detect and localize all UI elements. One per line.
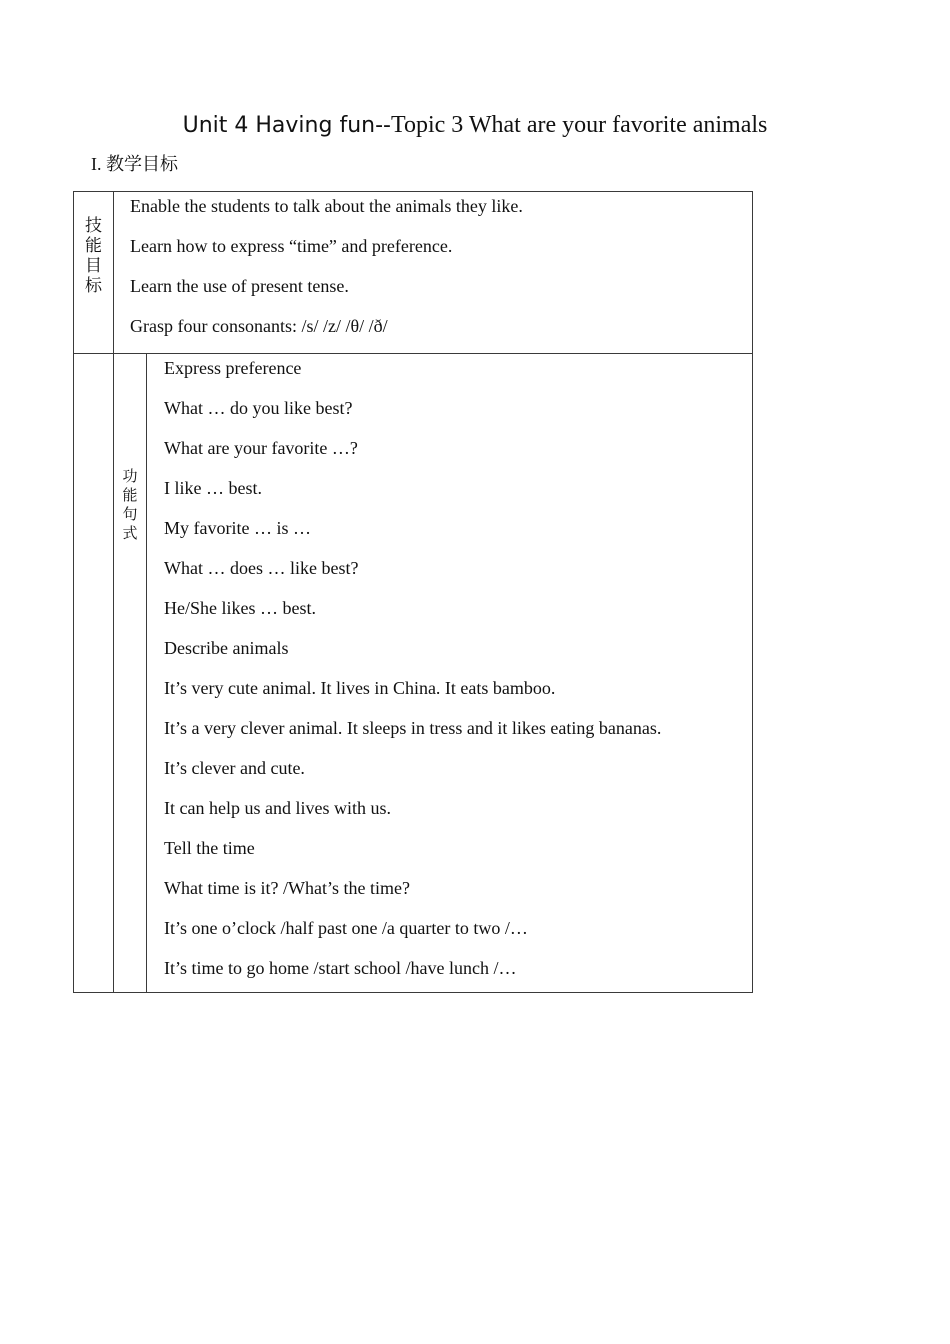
list-item: What time is it? /What’s the time? [164, 878, 410, 898]
title-unit: Unit 4 Having fun-- [182, 113, 391, 138]
title-topic: Topic 3 What are your favorite animals [390, 112, 768, 138]
label-char: 式 [122, 524, 138, 542]
list-item: It’s one o’clock /half past one /a quarter to two /… [164, 918, 528, 938]
list-item: It’s time to go home /start school /have lunch /… [164, 958, 517, 978]
function-sentences-label [114, 467, 146, 543]
list-item: Grasp four consonants: /s/ /z/ /θ/ /ð/ [130, 316, 388, 336]
list-item: Express preference [164, 358, 302, 378]
list-item: What are your favorite …? [164, 438, 358, 458]
label-char: 句 [122, 505, 138, 523]
list-item: It’s very cute animal. It lives in China. It eats bamboo. [164, 678, 556, 698]
section-heading: I. 教学目标 [91, 154, 178, 174]
skill-goals-label [74, 216, 113, 296]
function-sentences-list [164, 355, 661, 995]
column-divider [146, 354, 147, 992]
label-char: 能 [122, 486, 138, 504]
list-item: What … do you like best? [164, 398, 353, 418]
label-char: 功 [122, 467, 138, 485]
label-char: 技 [85, 216, 102, 236]
column-divider [113, 192, 114, 353]
list-item: Learn the use of present tense. [130, 276, 349, 296]
list-item: What … does … like best? [164, 558, 359, 578]
label-char: 能 [85, 236, 102, 256]
function-sentences-row [73, 353, 753, 993]
list-item: He/She likes … best. [164, 598, 316, 618]
skill-goals-list [130, 193, 523, 353]
column-divider [113, 354, 114, 992]
list-item: It’s clever and cute. [164, 758, 305, 778]
document-title [0, 108, 950, 143]
list-item: It can help us and lives with us. [164, 798, 391, 818]
skill-goals-row [73, 191, 753, 354]
label-char: 目 [85, 256, 102, 276]
list-item: Learn how to express “time” and preference. [130, 236, 453, 256]
list-item: My favorite … is … [164, 518, 311, 538]
list-item: It’s a very clever animal. It sleeps in tress and it likes eating bananas. [164, 718, 662, 738]
list-item: Describe animals [164, 638, 289, 658]
list-item: Enable the students to talk about the animals they like. [130, 196, 523, 216]
label-char: 标 [85, 276, 102, 296]
list-item: I like … best. [164, 478, 262, 498]
list-item: Tell the time [164, 838, 255, 858]
